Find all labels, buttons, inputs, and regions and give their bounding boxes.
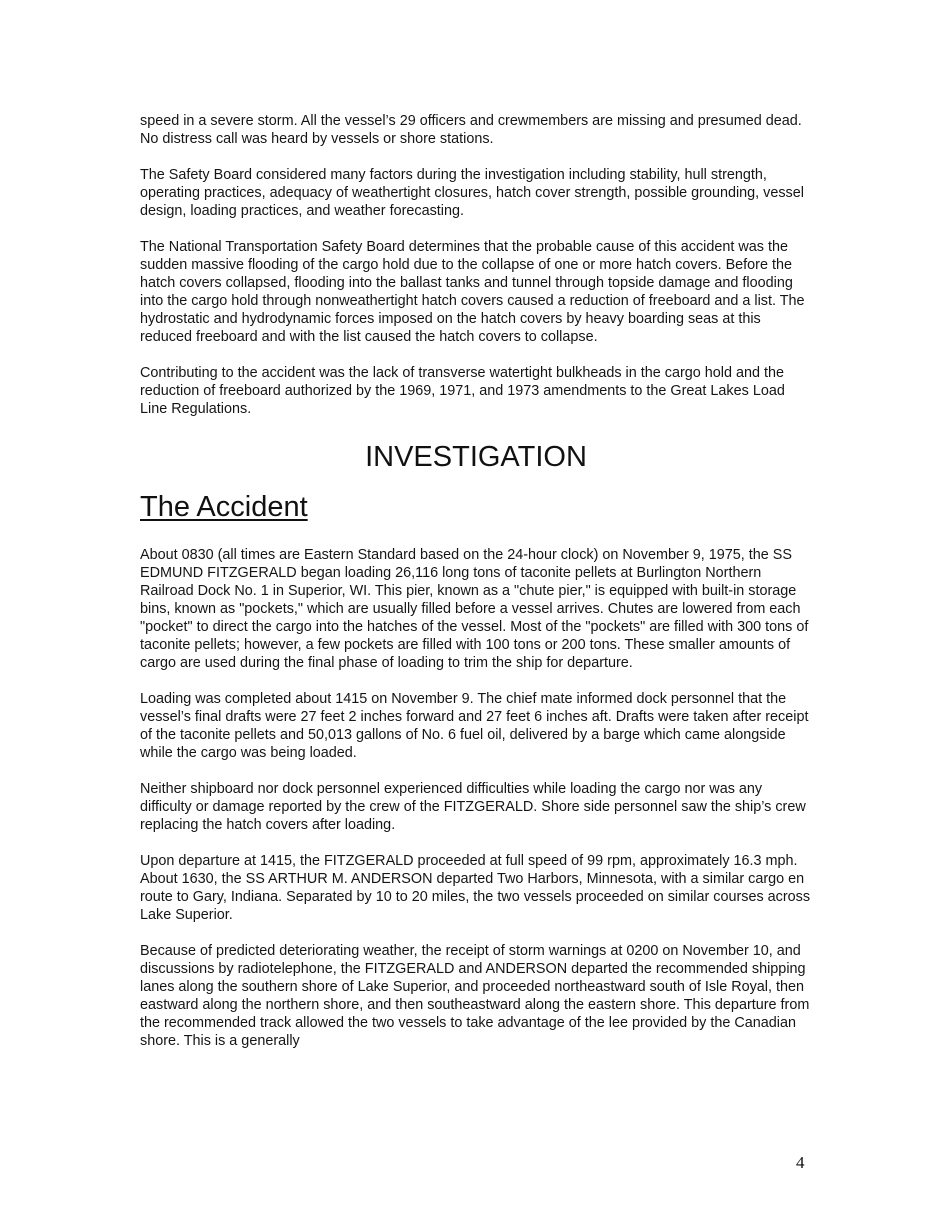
contributing-factors-paragraph: Contributing to the accident was the lack of transverse watertight bulkheads in the cargo hold and the reduction of freeboard authorized by the 1969, 1971, and 1973 amendments to the Great Lakes Load Line Regulations. [140, 365, 785, 417]
page-content [140, 112, 812, 1068]
accident-paragraph-1: About 0830 (all times are Eastern Standard based on the 24-hour clock) on November 9, 1975, the SS EDMUND FITZGERALD began loading 26,116 long tons of taconite pellets at Burlington Northern Railroad Dock No. 1 in Superior, WI. This pier, known as a "chute pier," is equipped with built-in storage bins, known as "pockets," which are usually filled before a vessel arrives. Chutes are lowered from each "pocket" to direct the cargo into the hatches of the vessel. Most of the "pockets" are filled with 300 tons of taconite pellets; however, a few pockets are filled with 100 tons or 200 tons. These smaller amounts of cargo are used during the final phase of loading to trim the ship for departure. [140, 547, 809, 671]
intro-paragraph-2: The Safety Board considered many factors during the investigation including stability, hull strength, operating practices, adequacy of weathertight closures, hatch cover strength, possible grounding, vessel design, loading practices, and weather forecasting. [140, 167, 804, 219]
page-number: 4 [796, 1153, 805, 1172]
intro-paragraph-1: speed in a severe storm. All the vessel’s 29 officers and crewmembers are missing and presumed dead. No distress call was heard by vessels or shore stations. [140, 113, 802, 147]
section-heading: INVESTIGATION [365, 441, 587, 473]
accident-paragraph-5: Because of predicted deteriorating weather, the receipt of storm warnings at 0200 on November 10, and discussions by radiotelephone, the FITZGERALD and ANDERSON departed the recommended shipping lanes along the southern shore of Lake Superior, and proceeded northeastward south of Isle Royal, then eastward along the northern shore, and then southeastward along the eastern shore. This departure from the recommended track allowed the two vessels to take advantage of the lee provided by the Canadian shore. This is a generally [140, 943, 810, 1049]
accident-paragraph-3: Neither shipboard nor dock personnel experienced difficulties while loading the cargo nor was any difficulty or damage reported by the crew of the FITZGERALD. Shore side personnel saw the ship’s crew replacing the hatch covers after loading. [140, 781, 806, 833]
accident-paragraph-4: Upon departure at 1415, the FITZGERALD proceeded at full speed of 99 rpm, approximately 16.3 mph. About 1630, the SS ARTHUR M. ANDERSON departed Two Harbors, Minnesota, with a similar cargo en route to Gary, Indiana. Separated by 10 to 20 miles, the two vessels proceeded on similar courses across Lake Superior. [140, 853, 811, 923]
subsection-heading: The Accident [140, 491, 308, 523]
accident-paragraph-2: Loading was completed about 1415 on November 9. The chief mate informed dock personnel that the vessel’s final drafts were 27 feet 2 inches forward and 27 feet 6 inches aft. Drafts were taken after receipt of the taconite pellets and 50,013 gallons of No. 6 fuel oil, delivered by a barge which came alongside while the cargo was being loaded. [140, 691, 809, 761]
probable-cause-paragraph: The National Transportation Safety Board determines that the probable cause of this accident was the sudden massive flooding of the cargo hold due to the collapse of one or more hatch covers. Before the hatch covers collapsed, flooding into the ballast tanks and tunnel through topside damage and flooding into the cargo hold through nonweathertight hatch covers caused a reduction of freeboard and a list. The hydrostatic and hydrodynamic forces imposed on the hatch covers by heavy boarding seas at this reduced freeboard and with the list caused the hatch covers to collapse. [140, 239, 805, 345]
